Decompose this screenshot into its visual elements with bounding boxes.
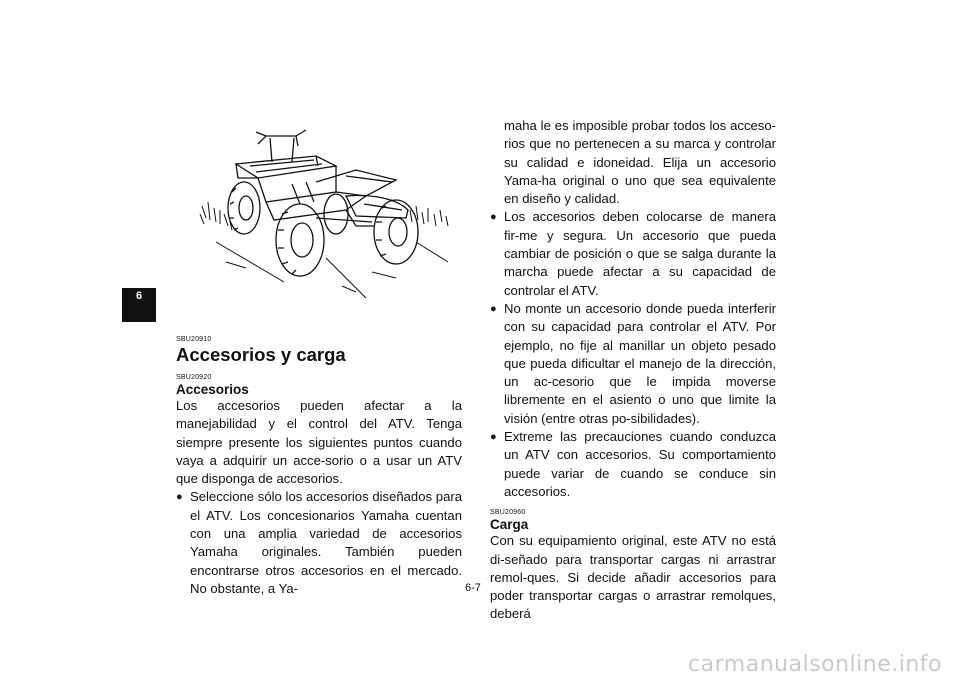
page-number: 6-7 (465, 582, 481, 594)
list-item (490, 300, 776, 428)
bullet-icon: ● (490, 302, 497, 315)
list-item-text: Seleccione sólo los accesorios diseñados para el ATV. Los concesionarios Yamaha cuentan con una amplia variedad de accesorios Yamaha originales. También pueden encontrarse otros accesorios en el mercado. No obstante, a Ya- (190, 489, 462, 596)
atv-illustration (196, 122, 454, 302)
bullet-list (490, 208, 776, 501)
list-item-text: Los accesorios deben colocarse de manera fir-me y segura. Un accesorio que pueda cambiar de posición o que se salga durante la marcha puede afectar a su capacidad de controlar el ATV. (504, 209, 776, 298)
list-item (176, 488, 462, 598)
list-item (490, 208, 776, 299)
list-item-text: Extreme las precauciones cuando conduzca un ATV con accesorios. Su comportamiento puede variar de cuando se conduce sin accesorios. (504, 429, 776, 499)
bullet-icon: ● (490, 431, 497, 444)
section-title: Accesorios y carga (176, 344, 346, 365)
section-code: SBU20910 (176, 336, 212, 343)
bullet-icon: ● (176, 491, 183, 504)
chapter-tab: 6 (122, 288, 156, 322)
list-item-text: No monte un accesorio donde pueda interferir con su capacidad para controlar el ATV. Por ejemplo, no fije al manillar un objeto pesado que pueda dificultar el manejo de la dirección, un ac-cesorio que le impida moverse libremente en el asiento o uno que limite la visión (entre otras po-sibilidades). (504, 300, 776, 426)
watermark: carmanualsonline.info (688, 652, 942, 677)
body-paragraph: Con su equipamiento original, este ATV no está di-señado para transportar cargas ni arrastrar remol-ques. Si decide añadir accesorios para poder transportar cargas o arrastrar remolques, deberá (490, 533, 776, 622)
continued-paragraph: maha le es imposible probar todos los acceso-rios que no pertenecen a su marca y controlar su calidad e idoneidad. Elija un accesorio Yama-ha original o uno que sea equivalente en diseño y calidad. (504, 118, 776, 207)
left-column (176, 336, 462, 598)
subsection-code: SBU20920 (176, 374, 212, 381)
bullet-list (176, 488, 462, 598)
bullet-icon: ● (490, 211, 497, 224)
subsection-heading: Carga (490, 517, 529, 533)
subsection-heading: Accesorios (176, 382, 249, 397)
subsection-code: SBU20960 (490, 509, 526, 517)
list-item (490, 428, 776, 501)
intro-paragraph: Los accesorios pueden afectar a la manejabilidad y el control del ATV. Tenga siempre presente los siguientes puntos cuando vaya a adquirir un acce-sorio o a usar un ATV que disponga de accesorios. (176, 398, 462, 487)
right-column (490, 117, 776, 624)
